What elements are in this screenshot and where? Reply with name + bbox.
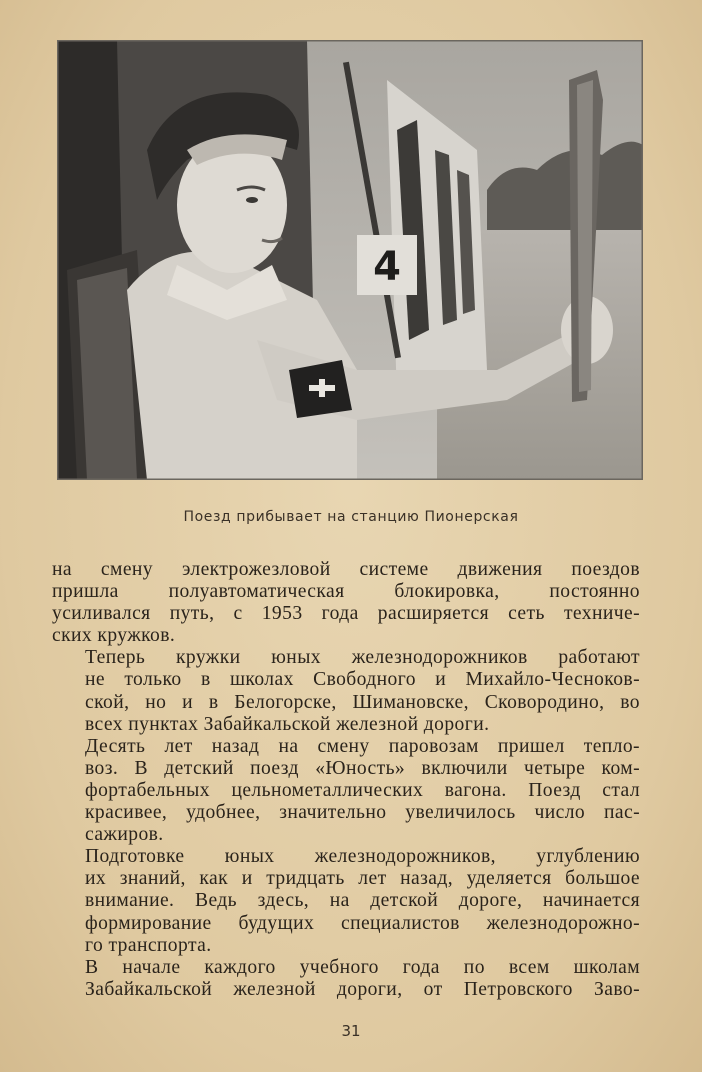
text-line: внимание. Ведь здесь, на детской дороге, начинается	[85, 890, 640, 912]
paragraph-1	[52, 559, 640, 647]
text-line: всех пунктах Забайкальской железной дороги.	[85, 713, 490, 735]
text-line: ской, но и в Белогорске, Шимановске, Сковородино, во	[85, 691, 640, 713]
body-text	[52, 559, 640, 1001]
text-line: го транспорта.	[85, 934, 212, 956]
photograph-girl-signaling-train	[57, 40, 643, 480]
text-line: ских кружков.	[52, 625, 176, 647]
text-line: усиливался путь, с 1953 года расширяется сеть техниче-	[52, 603, 640, 625]
text-line: Забайкальской железной дороги, от Петровского Заво-	[85, 978, 640, 1000]
car-number: 4	[373, 244, 401, 290]
text-line: фортабельных цельнометаллических вагона. Поезд стал	[85, 779, 640, 801]
text-line: воз. В детский поезд «Юность» включили четыре ком-	[85, 757, 640, 779]
paragraph-5	[52, 957, 640, 1001]
text-line: на смену электрожезловой системе движения поездов	[52, 559, 640, 580]
paragraph-4	[52, 846, 640, 956]
text-line: не только в школах Свободного и Михайло-Чесноков-	[85, 669, 640, 691]
text-line: формирование будущих специалистов железнодорожно-	[85, 912, 640, 934]
text-line: Подготовке юных железнодорожников, углублению	[85, 846, 640, 868]
photo-illustration	[57, 40, 643, 480]
text-line: Теперь кружки юных железнодорожников работают	[85, 647, 640, 669]
paragraph-2	[52, 647, 640, 735]
text-line: их знаний, как и тридцать лет назад, уделяется большое	[85, 868, 640, 890]
paragraph-3	[52, 736, 640, 846]
text-line: В начале каждого учебного года по всем школам	[85, 956, 640, 978]
text-line: Десять лет назад на смену паровозам пришел тепло-	[85, 735, 640, 757]
page-number: 31	[341, 1022, 361, 1040]
text-line: пришла полуавтоматическая блокировка, постоянно	[52, 581, 640, 603]
text-line: красивее, удобнее, значительно увеличилось число пас-	[85, 802, 640, 824]
photo-caption: Поезд прибывает на станцию Пионерская	[183, 509, 519, 525]
text-line: сажиров.	[85, 824, 164, 846]
